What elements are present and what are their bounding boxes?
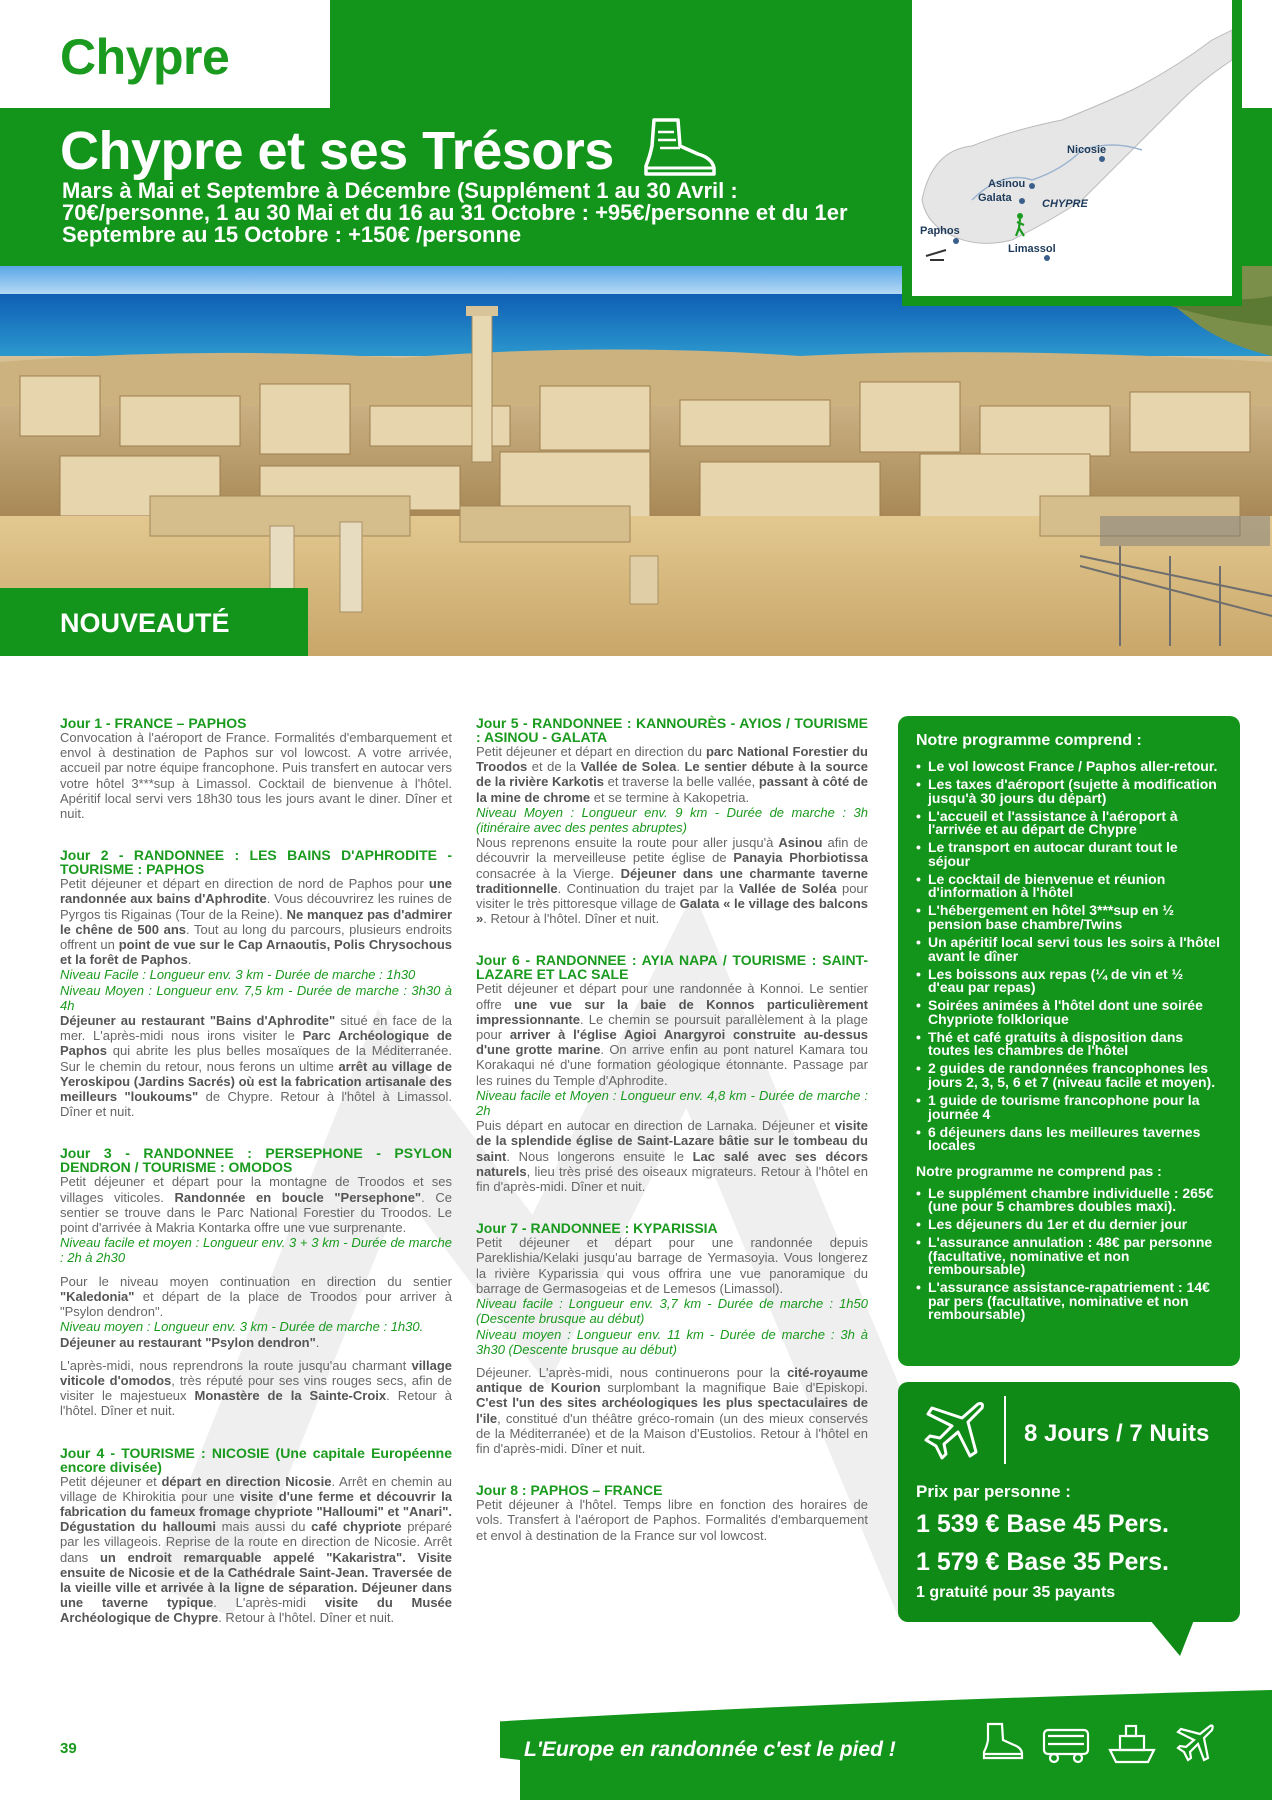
day-2-level-2: Niveau Moyen : Longueur env. 7,5 km - Durée de marche : 3h30 à 4h (60, 982, 452, 1013)
country-title: Chypre (60, 29, 230, 85)
day-6-title: Jour 6 - RANDONNEE : AYIA NAPA / TOURISME : SAINT-LAZARE ET LAC SALE (476, 952, 868, 983)
day-3-level-2: Niveau moyen : Longueur env. 3 km - Durée de marche : 1h30. (60, 1319, 424, 1335)
map-label-chypre: CHYPRE (1042, 198, 1088, 210)
price-box (898, 1382, 1240, 1622)
day-5-title: Jour 5 - RANDONNEE : KANNOURÈS - AYIOS / TOURISME : ASINOU - GALATA (476, 715, 868, 745)
include-item: • Soirées animées à l'hôtel dont une soirée Chypriote folklorique (916, 999, 1222, 1026)
page-subtitle: Mars à Mai et Septembre à Décembre (Supplément 1 au 30 Avril : 70€/personne, 1 au 30 Mai et du 16 au 31 Octobre : +95€/personne et du 1er Septembre au 15 Octobre : +150€ /personne (62, 178, 848, 247)
include-item: • L'accueil et l'assistance à l'aéroport à l'arrivée et au départ de Chypre (916, 810, 1222, 837)
day-3-level-1: Niveau facile et moyen : Longueur env. 3 + 3 km - Durée de marche : 2h à 2h30 (60, 1235, 452, 1266)
day-3: Jour 3 - RANDONNEE : PERSEPHONE - PSYLON DENDRON / TOURISME : OMODOS Petit déjeuner et départ pour la montagne de Troodos et ses villages viticoles. Randonnée en boucle "Persephone". Ce sentier se trouve dans le Parc National Forestier du Troodos. Le point d'arrivée à Makria Kontarka offre une vue surprenante. Niveau facile et moyen : Longueur env. 3 + 3 km - Durée de marche : 2h à 2h30 Pour le niveau moyen continuation en direction du sentier "Kaledonia" et départ de la place de Troodos pour arriver à "Psylon dendron". Niveau moyen : Longueur env. 3 km - Durée de marche : 1h30. Déjeuner au restaurant "Psylon dendron". L'après-midi, nous reprendrons la route jusqu'au charmant village viticole d'omodos, très réputé pour ses vins rouges secs, afin de visiter le majestueux Monastère de la Sainte-Croix. Retour à l'hôtel. Dîner et nuit. (60, 1145, 452, 1419)
map-label-asinou: Asinou (988, 178, 1026, 190)
includes-list (916, 760, 1222, 1153)
exclude-item: • Le supplément chambre individuelle : 265€ (une pour 5 chambres doubles maxi). (916, 1187, 1222, 1214)
price-base-35: 1 579 € Base 35 Pers. (916, 1548, 1169, 1576)
header-band (330, 0, 902, 108)
price-box-tail (1150, 1620, 1194, 1656)
programme-box (898, 716, 1240, 1366)
page-title: Chypre et ses Trésors (60, 121, 614, 181)
day-2-title: Jour 2 - RANDONNEE : LES BAINS D'APHRODITE - TOURISME : PAPHOS (60, 847, 452, 878)
map-label-paphos: Paphos (920, 225, 960, 237)
day-6-level-1: Niveau facile et Moyen : Longueur env. 4,8 km - Durée de marche : 2h (476, 1087, 868, 1119)
include-item: • Les boissons aux repas (¼ de vin et ½ d'eau par repas) (916, 968, 1222, 995)
itinerary-column-1 (60, 716, 452, 1653)
divider (1004, 1396, 1006, 1464)
include-item: • 1 guide de tourisme francophone pour la journée 4 (916, 1094, 1222, 1121)
bus-icon (1044, 1730, 1088, 1762)
include-item: • L'hébergement en hôtel 3***sup en ½ pension base chambre/Twins (916, 904, 1222, 931)
airplane-icon (1178, 1726, 1213, 1761)
day-6: Jour 6 - RANDONNEE : AYIA NAPA / TOURISME : SAINT-LAZARE ET LAC SALE Petit déjeuner et départ pour une randonnée à Konnoi. Le sentier offre une vue sur la baie de Konnos particulièrement impressionnante. Le chemin se poursuit parallèlement à la plage pour arriver à l'église Agioi Anargyroi construite au-dessus d'une grotte marine. On arrive enfin au pont naturel Kamara tou Korakaqui né d'une formation géologique étonnante. Passage par les ruines du Temple d'Aphrodite. Niveau facile et Moyen : Longueur env. 4,8 km - Durée de marche : 2h Puis départ en autocar en direction de Larnaka. Déjeuner et visite de la splendide église de Saint-Lazare bâtie sur le tombeau du saint. Nous longerons ensuite le Lac salé avec ses décors naturels, lieu très prisé des oiseaux migrateurs. Retour à l'hôtel en fin d'après-midi. Dîner et nuit. (476, 952, 869, 1195)
hiking-boot-icon (984, 1724, 1022, 1758)
day-2-level-1: Niveau Facile : Longueur env. 3 km - Durée de marche : 1h30 (60, 967, 416, 983)
include-item: • Un apéritif local servi tous les soirs à l'hôtel avant le dîner (916, 936, 1222, 963)
day-7-title: Jour 7 - RANDONNEE : KYPARISSIA (476, 1220, 718, 1237)
map-card (902, 0, 1242, 306)
excludes-title: Notre programme ne comprend pas : (916, 1162, 1162, 1179)
day-3-title: Jour 3 - RANDONNEE : PERSEPHONE - PSYLON DENDRON / TOURISME : OMODOS (60, 1145, 452, 1176)
include-item: • Le vol lowcost France / Paphos aller-retour. (916, 760, 1222, 774)
exclude-item: • Les déjeuners du 1er et du dernier jour (916, 1218, 1222, 1232)
day-5: Jour 5 - RANDONNEE : KANNOURÈS - AYIOS / TOURISME : ASINOU - GALATA Petit déjeuner et départ en direction du parc National Forestier du Troodos et de la Vallée de Solea. Le sentier débute à la source de la rivière Karkotis et traverse la belle vallée, passant à côté de la mine de chrome et se termine à Kakopetria. Niveau Moyen : Longueur env. 9 km - Durée de marche : 3h (itinéraire avec des pentes abruptes) Nous reprenons ensuite la route pour aller jusqu'à Asinou afin de découvrir la merveilleuse petite église de Panayia Phorbiotissa consacrée à la Vierge. Déjeuner dans une charmante taverne traditionnelle. Continuation du trajet par la Vallée de Soléa pour visiter le très pittoresque village de Galata « le village des balcons ». Retour à l'hôtel. Dîner et nuit. (476, 715, 869, 927)
day-8: Jour 8 : PAPHOS – FRANCE Petit déjeuner à l'hôtel. Temps libre en fonction des horaires de vols. Transfert à l'aéroport de Paphos. Formalités d'embarquement et envol à destination de la France sur vol lowcost. (476, 1482, 868, 1543)
price-label: Prix par personne : (916, 1482, 1071, 1501)
price-base-45: 1 539 € Base 45 Pers. (916, 1510, 1169, 1538)
include-item: • 2 guides de randonnées francophones les jours 2, 3, 5, 6 et 7 (niveau facile et moyen). (916, 1062, 1222, 1089)
day-1: Jour 1 - FRANCE – PAPHOS Convocation à l'aéroport de France. Formalités d'embarquement et envol à destination de Paphos sur vol lowcost. A votre arrivée, accueil par notre équipe francophone. Puis transfert en autocar vers votre hôtel 3***sup à Limassol. Cocktail de bienvenue à l'hôtel. Apéritif local servi vers 18h30 tous les jours avant le diner. Dîner et nuit. (60, 715, 452, 822)
page-number: 39 (60, 1740, 77, 1757)
include-item: • Thé et café gratuits à disposition dans toutes les chambres de l'hôtel (916, 1031, 1222, 1058)
day-8-title: Jour 8 : PAPHOS – FRANCE (476, 1482, 663, 1499)
map-label-limassol: Limassol (1008, 243, 1056, 255)
day-7-level-1: Niveau facile : Longueur env. 3,7 km - Durée de marche : 1h50 (Descente brusque au début) (476, 1296, 868, 1327)
day-7-level-2: Niveau moyen : Longueur env. 11 km - Durée de marche : 3h à 3h30 (Descente brusque au début) (476, 1326, 868, 1357)
day-1-title: Jour 1 - FRANCE – PAPHOS (60, 715, 247, 731)
hiking-boot-icon (640, 116, 720, 187)
footer-icons (982, 1718, 1222, 1773)
map-label-galata: Galata (978, 192, 1012, 204)
map-label-nicosie: Nicosie (1067, 144, 1107, 156)
itinerary-column-2 (476, 716, 868, 1570)
day-7: Jour 7 - RANDONNEE : KYPARISSIA Petit déjeuner et départ pour une randonnée depuis Pareklishia/Kelaki jusqu'au barrage de Yermasoyia. Vous longerez la rivière Kyparissia qui vous offrira une vue panoramique du barrage de Germasogeias et de Lemesos (Limassol). Niveau facile : Longueur env. 3,7 km - Durée de marche : 1h50 (Descente brusque au début) Niveau moyen : Longueur env. 11 km - Durée de marche : 3h à 3h30 (Descente brusque au début) Déjeuner. L'après-midi, nous continuerons pour la cité-royaume antique de Kourion surplombant la magnifique Baie d'Episkopi. C'est l'un des sites archéologiques les plus spectaculaires de l'ile, constitué d'un théâtre gréco-romain (un des mieux conservés de la Méditerranée) et de la Maison d'Eustolios. Retour à l'hôtel en fin d'après-midi. Dîner et nuit. (476, 1220, 868, 1456)
day-4-title: Jour 4 - TOURISME : NICOSIE (Une capitale Européenne encore divisée) (60, 1444, 452, 1475)
day-2: Jour 2 - RANDONNEE : LES BAINS D'APHRODITE - TOURISME : PAPHOS Petit déjeuner et départ en direction de nord de Paphos pour une randonnée aux bains d'Aphrodite. Vous découvrirez les ruines de Pyrgos tis Rigainas (Tour de la Reine). Ne manquez pas d'admirer le chêne de 500 ans. Tout au long du parcours, plusieurs endroits offrent un point de vue sur le Cap Arnaoutis, Polis Chrysochous et la forêt de Paphos. Niveau Facile : Longueur env. 3 km - Durée de marche : 1h30 Niveau Moyen : Longueur env. 7,5 km - Durée de marche : 3h30 à 4h Déjeuner au restaurant "Bains d'Aphrodite" situé en face de la mer. L'après-midi nous irons visiter le Parc Archéologique de Paphos qui abrite les plus belles mosaïques de la Méditerranée. Sur le chemin du retour, nous ferons un ultime arrêt au village de Yeroskipou (Jardins Sacrés) où est la fabrication artisanale des meilleurs "loukoums" de Chypre. Retour à l'hôtel à Limassol. Dîner et nuit. (60, 847, 453, 1120)
day-5-level-1: Niveau Moyen : Longueur env. 9 km - Durée de marche : 3h (itinéraire avec des pentes abruptes) (476, 804, 868, 836)
trip-duration: 8 Jours / 7 Nuits (1024, 1420, 1210, 1447)
day-4: Jour 4 - TOURISME : NICOSIE (Une capitale Européenne encore divisée) Petit déjeuner et départ en direction Nicosie. Arrêt en chemin au village de Khirokitia pour une visite d'une ferme et découvrir la fabrication du fameux fromage chypriote "Halloumi" et "Anari". Dégustation du halloumi mais aussi du café chypriote préparé par les villageois. Reprise de la route en direction de Nicosie. Arrêt dans un endroit remarquable appelé "Kakaristra". Visite ensuite de Nicosie et de la Cathédrale Saint-Jean. Traversée de la vieille ville et arrivée à la ligne de séparation. Déjeuner dans une taverne typique. L'après-midi visite du Musée Archéologique de Chypre. Retour à l'hôtel. Dîner et nuit. (60, 1444, 453, 1626)
boat-icon (1110, 1726, 1154, 1762)
include-item: • 6 déjeuners dans les meilleures tavernes locales (916, 1126, 1222, 1153)
include-item: • Le transport en autocar durant tout le séjour (916, 841, 1222, 868)
exclude-item: • L'assurance assistance-rapatriement : 14€ par pers (facultative, nominative et non remboursable) (916, 1281, 1222, 1322)
airplane-icon (920, 1396, 990, 1471)
exclude-item: • L'assurance annulation : 48€ par personne (facultative, nominative et non remboursable) (916, 1236, 1222, 1277)
include-item: • Les taxes d'aéroport (sujette à modification jusqu'à 30 jours du départ) (916, 778, 1222, 805)
new-badge: NOUVEAUTÉ (0, 588, 308, 656)
includes-title: Notre programme comprend : (916, 732, 1142, 749)
include-item: • Le cocktail de bienvenue et réunion d'information à l'hôtel (916, 873, 1222, 900)
free-place-note: 1 gratuité pour 35 payants (916, 1584, 1116, 1601)
slogan: L'Europe en randonnée c'est le pied ! (524, 1738, 896, 1761)
excludes-list (916, 1184, 1222, 1323)
